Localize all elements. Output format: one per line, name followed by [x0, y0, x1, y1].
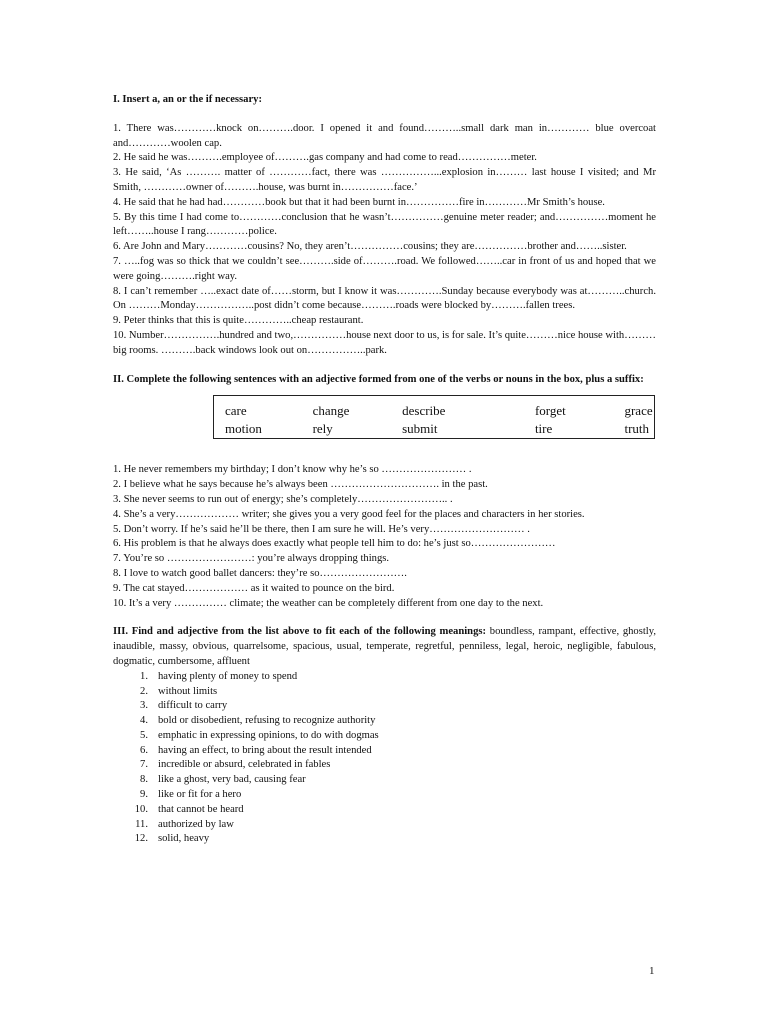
section-1-heading: I. Insert a, an or the if necessary: [113, 94, 262, 105]
list-item [113, 699, 656, 714]
word-box-word: motion [225, 421, 262, 437]
list-item-number: 11. [135, 818, 148, 830]
section-2-heading: II. Complete the following sentences with an adjective formed from one of the verbs or nouns in the box, plus a suffix: [113, 373, 644, 385]
exercise-item: 9. Peter thinks that this is quite…………..cheap restaurant. [113, 315, 364, 327]
list-item-number: 5. [140, 729, 148, 741]
section-3-heading: III. Find and adjective from the list above to fit each of the following meanings: [113, 626, 487, 638]
list-item [113, 714, 656, 729]
list-item-number: 3. [140, 700, 148, 712]
list-item-text: incredible or absurd, celebrated in fables [158, 759, 331, 771]
list-item [113, 670, 656, 685]
exercise-item: 7. You’re so ……………………: you’re always dropping things. [113, 553, 390, 565]
list-item [113, 685, 656, 700]
exercise-item: 9. The cat stayed……………… as it waited to pounce on the bird. [113, 582, 395, 594]
section-2-items [113, 463, 656, 611]
list-item-text: without limits [158, 685, 218, 697]
word-box [213, 395, 655, 439]
list-item-number: 2. [140, 685, 148, 697]
list-item-number: 6. [140, 744, 148, 756]
list-item-text: solid, heavy [158, 833, 210, 845]
section-3-word-list: boundless, rampant, effective, ghostly, inaudible, massy, obvious, quarrelsome, spacious, usual, temperate, regretful, penniless, legal, heroic, negligible, fabulous, dogmatic, cumbersome, affluent [113, 626, 656, 667]
list-item-number: 10. [134, 803, 148, 815]
list-item-number: 8. [140, 774, 148, 786]
worksheet-content [113, 93, 656, 847]
page-number: 1 [649, 965, 655, 977]
exercise-item: 4. He said that he had had…………book but that it had been burnt in……………fire in…………Mr Smith’s house. [113, 196, 605, 208]
exercise-item: 3. She never seems to run out of energy; she’s completely…………………….. . [113, 493, 453, 505]
section-3-intro [113, 625, 656, 669]
list-item-number: 4. [140, 715, 148, 727]
list-item-number: 1. [140, 670, 148, 682]
exercise-item: 6. His problem is that he always does exactly what people tell him to do: he’s just so…………………… [113, 538, 556, 550]
word-box-row [214, 420, 654, 438]
list-item-text: having an effect, to bring about the result intended [158, 744, 372, 756]
list-item-text: having plenty of money to spend [158, 670, 298, 682]
word-box-word: rely [312, 421, 333, 437]
exercise-item: 6. Are John and Mary…………cousins? No, they aren’t……………cousins; they are……………brother and……..sister. [113, 241, 627, 253]
word-box-word: truth [624, 421, 650, 437]
list-item [113, 788, 656, 803]
exercise-item: 3. He said, ‘As ………. matter of …………fact, there was ……………...explosion in……… last house I visited; and Mr Smith, …………owner of……….house, was burnt in……………face.’ [113, 167, 656, 193]
word-box-word: tire [534, 421, 553, 437]
exercise-item: 5. By this time I had come to…………conclusion that he wasn’t……………genuine meter reader; and……………moment he left……..house I rang…………police. [113, 211, 656, 238]
exercise-item: 1. He never remembers my birthday; I don’t know why he’s so …………………… . [113, 464, 472, 476]
word-box-word: grace [624, 403, 653, 419]
list-item-text: that cannot be heard [158, 803, 244, 815]
list-item-text: emphatic in expressing opinions, to do with dogmas [158, 729, 379, 741]
list-item-text: like or fit for a hero [158, 789, 242, 801]
list-item-text: like a ghost, very bad, causing fear [158, 774, 306, 786]
list-item-text: difficult to carry [158, 700, 228, 712]
list-item-text: bold or disobedient, refusing to recognize authority [158, 715, 376, 727]
list-item-number: 12. [134, 833, 148, 845]
word-box-word: change [312, 403, 350, 419]
exercise-item: 8. I can’t remember …..exact date of……storm, but I know it was………….Sunday because everybody was at………..church. On ………Monday……………..post didn’t come because……….roads were blocked by……….fallen trees. [113, 285, 656, 312]
list-item-number: 7. [140, 759, 148, 771]
exercise-item: 8. I love to watch good ballet dancers: they’re so……………………. [113, 567, 407, 579]
list-item-number: 9. [140, 789, 148, 801]
word-box-word: care [225, 403, 247, 419]
exercise-item: 5. Don’t worry. If he’s said he’ll be there, then I am sure he will. He’s very……………………… . [113, 523, 530, 535]
meanings-list [113, 670, 656, 848]
list-item [113, 744, 656, 759]
section-1-items [113, 122, 656, 359]
exercise-item: 10. It’s a very …………… climate; the weather can be completely different from one day to the next. [113, 597, 544, 609]
list-item [113, 758, 656, 773]
word-box-row [214, 402, 654, 420]
exercise-item: 2. I believe what he says because he’s always been …………………………. in the past. [113, 479, 488, 491]
word-box-word: forget [534, 403, 566, 419]
exercise-item: 4. She’s a very……………… writer; she gives you a very good feel for the places and characters in her stories. [113, 508, 585, 520]
list-item [113, 729, 656, 744]
list-item [113, 773, 656, 788]
exercise-item: 1. There was…………knock on……….door. I opened it and found………..small dark man in………… blue overcoat and…………woolen cap. [113, 122, 656, 149]
exercise-item: 10. Number…………….hundred and two,……………house next door to us, is for sale. It’s quite………nice house with………big rooms. ……….back windows look out on……………..park. [113, 329, 656, 356]
list-item [113, 803, 656, 818]
word-box-word: submit [402, 421, 438, 437]
word-box-word: describe [402, 403, 446, 419]
list-item [113, 818, 656, 833]
exercise-item: 7. …..fog was so thick that we couldn’t see……….side of……….road. We followed……..car in front of us and hoped that we were going……….right way. [113, 255, 656, 282]
list-item [113, 832, 656, 847]
list-item-text: authorized by law [158, 818, 234, 830]
exercise-item: 2. He said he was……….employee of……….gas company and had come to read……………meter. [113, 152, 537, 164]
